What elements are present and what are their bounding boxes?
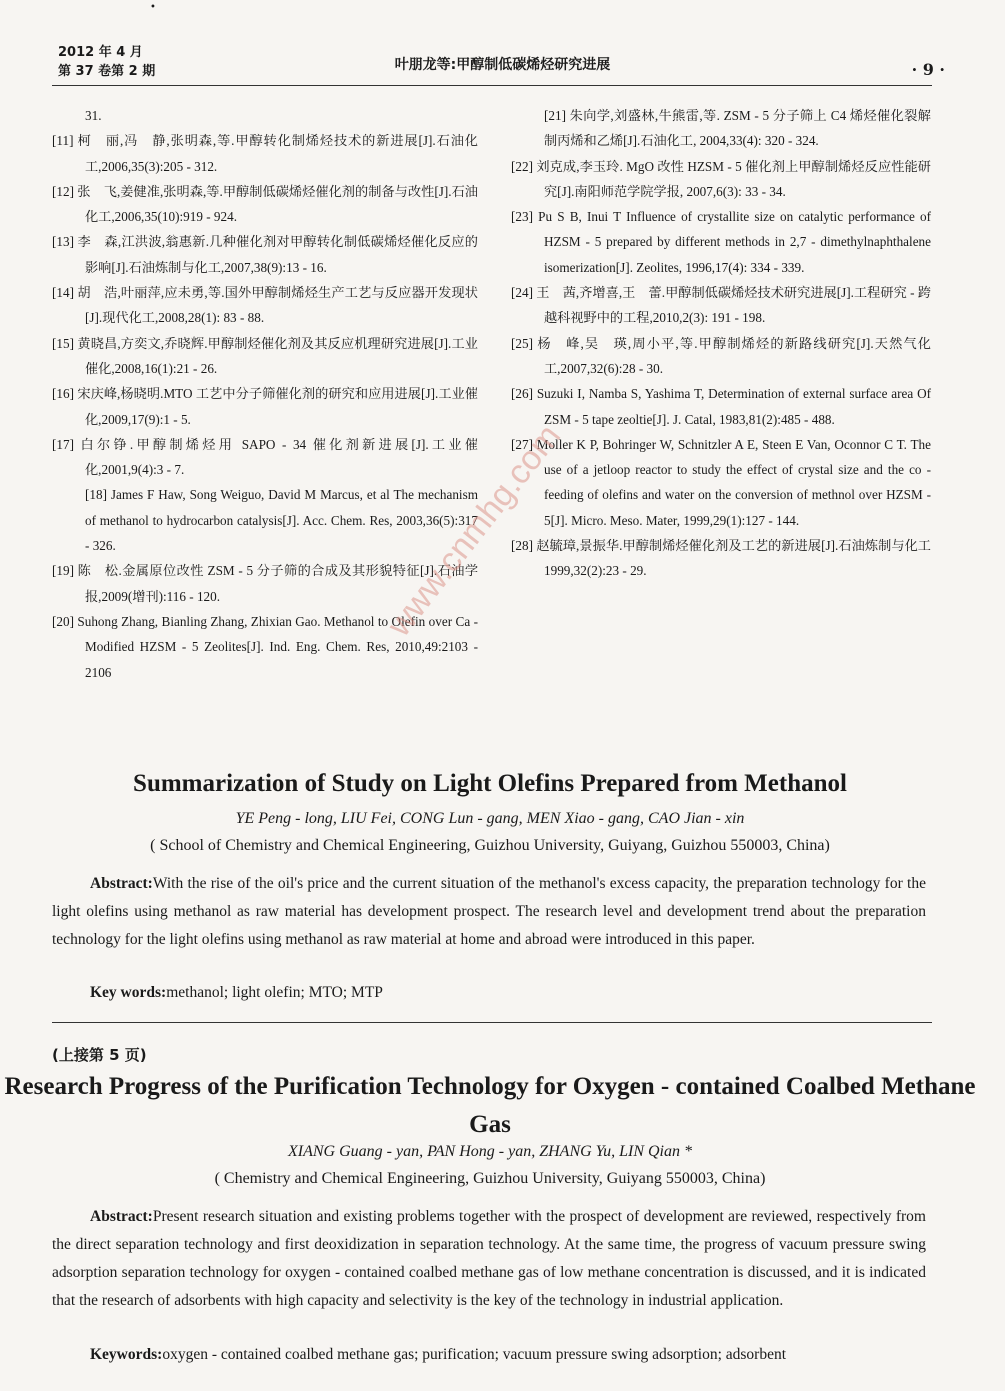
paper2-keywords-label: Keywords: xyxy=(90,1346,163,1363)
reference-item: [17] 白尔铮.甲醇制烯烃用 SAPO - 34 催化剂新进展[J].工业催化,2001,9(4):3 - 7. xyxy=(52,436,478,478)
paper2-affiliation: ( Chemistry and Chemical Engineering, Guizhou University, Guiyang 550003, China) xyxy=(214,1170,766,1187)
paper2-abstract xyxy=(52,1203,926,1315)
reference-item: 31. xyxy=(85,108,102,123)
paper2-keywords xyxy=(90,1346,786,1364)
running-title: 叶朋龙等:甲醇制低碳烯烃研究进展 xyxy=(394,57,611,73)
reference-item: [26] Suzuki I, Namba S, Yashima T, Determination of external surface area Of ZSM - 5 tape zeoltie[J]. J. Catal, 1983,81(2):485 - 488. xyxy=(511,386,931,427)
paper1-keywords-label: Key words: xyxy=(90,984,167,1001)
reference-item: [15] 黄晓昌,方奕文,乔晓辉.甲醇制烃催化剂及其反应机理研究进展[J].工业催化,2008,16(1):21 - 26. xyxy=(52,335,478,376)
paper1-authors: YE Peng - long, LIU Fei, CONG Lun - gang, MEN Xiao - gang, CAO Jian - xin xyxy=(235,810,745,827)
paper1-abstract-text: With the rise of the oil's price and the current situation of the methanol's excess capacity, the preparation technology for the light olefins using methanol as raw material has development prospect. The research level and development trend about the preparation technology for the light olefins using methanol as raw material at home and abroad were introduced in this paper. xyxy=(52,875,926,948)
reference-item: [22] 刘克成,李玉玲. MgO 改性 HZSM - 5 催化剂上甲醇制烯烃反应性能研究[J].南阳师范学院学报, 2007,6(3): 33 - 34. xyxy=(511,158,931,199)
page-number: · 9 · xyxy=(911,60,945,79)
reference-item: [28] 赵毓璋,景振华.甲醇制烯烃催化剂及工艺的新进展[J].石油炼制与化工 1999,32(2):23 - 29. xyxy=(511,538,931,579)
watermark: www.cnmhg.com xyxy=(380,417,569,644)
reference-item: [27] Moller K P, Bohringer W, Schnitzler A E, Steen E Van, Oconnor C T. The use of a jetloop reactor to study the effect of crystal size and the co - feeding of olefins and water on the conversion of methnol over HZSM - 5[J]. Micro. Meso. Mater, 1999,29(1):127 - 144. xyxy=(511,436,931,528)
section-rule xyxy=(52,1022,932,1023)
paper2-abstract-text: Present research situation and existing problems together with the prospect of development are reviewed, respectively from the direct separation technology and first deoxidization in separation technology. At the same time, the progress of vacuum pressure swing adsorption separation technology for oxygen - contained coalbed methane gas of low methane concentration is discussed, and it is indicated that the research of adsorbents with high capacity and selectivity is the key of the technology in industrial application. xyxy=(52,1208,926,1309)
paper1-keywords xyxy=(90,984,383,1002)
paper1-title: Summarization of Study on Light Olefins Prepared from Methanol xyxy=(133,770,847,797)
stray-dot: • xyxy=(150,2,156,13)
continued-from-note: (上接第 5 页) xyxy=(52,1046,147,1064)
paper1-keywords-text: methanol; light olefin; MTO; MTP xyxy=(166,984,383,1001)
paper1-abstract-label: Abstract: xyxy=(90,875,153,892)
paper1-affiliation: ( School of Chemistry and Chemical Engineering, Guizhou University, Guiyang, Guizhou 550003, China) xyxy=(150,837,830,854)
paper2-authors: XIANG Guang - yan, PAN Hong - yan, ZHANG Yu, LIN Qian * xyxy=(287,1143,692,1160)
reference-item: [14] 胡 浩,叶丽萍,应未勇,等.国外甲醇制烯烃生产工艺与反应器开发现状[J].现代化工,2008,28(1): 83 - 88. xyxy=(52,285,478,326)
reference-item: [24] 王 茜,齐增喜,王 蕾.甲醇制低碳烯烃技术研究进展[J].工程研究 - 跨越科视野中的工程,2010,2(3): 191 - 198. xyxy=(511,285,931,326)
references-right-column xyxy=(511,103,931,584)
reference-item: [13] 李 森,江洪波,翁惠新.几种催化剂对甲醇转化制低碳烯烃催化反应的影响[J].石油炼制与化工,2007,38(9):13 - 16. xyxy=(52,234,478,275)
issue-date: 2012 年 4 月 xyxy=(58,45,143,60)
paper2-title: Research Progress of the Purification Technology for Oxygen - contained Coalbed Methane Gas xyxy=(4,1073,976,1138)
reference-item: [23] Pu S B, Inui T Influence of crystallite size on catalytic performance of HZSM - 5 prepared by different methods in 2,7 - dimethylnaphthalene isomerization[J]. Zeolites, 1996,17(4): 334 - 339. xyxy=(511,209,931,275)
reference-item: [18] James F Haw, Song Weiguo, David M Marcus, et al The mechanism of methanol to hydrocarbon catalysis[J]. Acc. Chem. Res, 2003,36(5):317 - 326. xyxy=(85,487,478,554)
reference-item: [20] Suhong Zhang, Bianling Zhang, Zhixian Gao. Methanol to Olefin over Ca - Modified HZSM - 5 Zeolites[J]. Ind. Eng. Chem. Res, 2010,49:2103 - 2106 xyxy=(52,613,478,680)
reference-item: [16] 宋庆峰,杨晓明.MTO 工艺中分子筛催化剂的研究和应用进展[J].工业催化,2009,17(9):1 - 5. xyxy=(52,386,478,427)
reference-item: [21] 朱向学,刘盛林,牛熊雷,等. ZSM - 5 分子筛上 C4 烯烃催化裂解制丙烯和乙烯[J].石油化工, 2004,33(4): 320 - 324. xyxy=(544,108,931,149)
reference-item: [12] 张 飞,姜健准,张明森,等.甲醇制低碳烯烃催化剂的制备与改性[J].石油化工,2006,35(10):919 - 924. xyxy=(52,183,478,225)
paper1-abstract xyxy=(52,870,926,954)
paper2-abstract-label: Abstract: xyxy=(90,1208,153,1225)
reference-item: [11] 柯 丽,冯 静,张明森,等.甲醇转化制烯烃技术的新进展[J].石油化工,2006,35(3):205 - 312. xyxy=(52,133,478,174)
paper2-keywords-text: oxygen - contained coalbed methane gas; purification; vacuum pressure swing adsorption; adsorbent xyxy=(162,1346,787,1363)
issue-volume: 第 37 卷第 2 期 xyxy=(58,64,156,79)
reference-item: [19] 陈 松.金属原位改性 ZSM - 5 分子筛的合成及其形貌特征[J].石油学报,2009(增刊):116 - 120. xyxy=(52,563,478,604)
reference-item: [25] 杨 峰,吴 瑛,周小平,等.甲醇制烯烃的新路线研究[J].天然气化工,2007,32(6):28 - 30. xyxy=(511,335,931,376)
header-rule xyxy=(52,85,932,86)
